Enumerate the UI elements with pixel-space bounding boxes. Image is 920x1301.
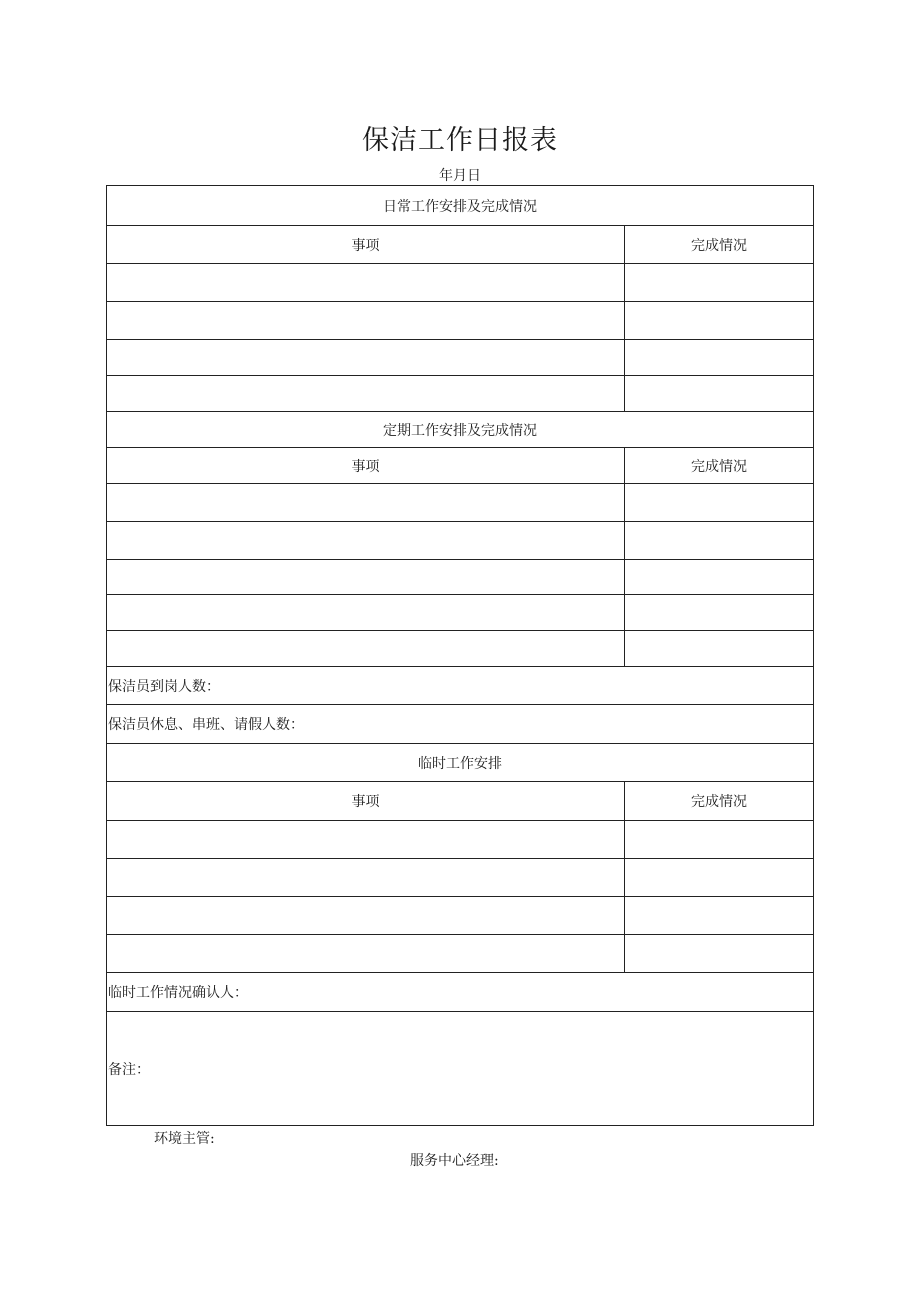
periodic-item-cell[interactable]: [107, 560, 625, 594]
temporary-status-cell[interactable]: [625, 897, 813, 934]
temporary-column-header-row: [107, 781, 813, 820]
staff-on-duty-row: [107, 666, 813, 704]
temporary-item-cell[interactable]: [107, 821, 625, 858]
temporary-table-row: [107, 896, 813, 934]
service-manager-label: 服务中心经理:: [410, 1153, 499, 1169]
temporary-status-cell[interactable]: [625, 821, 813, 858]
periodic-item-cell[interactable]: [107, 631, 625, 666]
daily-table-row: [107, 375, 813, 411]
daily-table-row: [107, 263, 813, 301]
daily-col-item: 事项: [107, 226, 625, 263]
form-title: 保洁工作日报表: [362, 125, 558, 156]
staff-off-duty-label[interactable]: 保洁员休息、串班、请假人数：: [108, 717, 304, 733]
daily-table-row: [107, 339, 813, 375]
periodic-status-cell[interactable]: [625, 631, 813, 666]
periodic-item-cell[interactable]: [107, 522, 625, 559]
temporary-status-cell[interactable]: [625, 935, 813, 972]
date-label: 年月日: [439, 168, 481, 184]
daily-col-status: 完成情况: [691, 237, 747, 254]
daily-status-cell[interactable]: [625, 302, 813, 339]
temporary-section-heading: 临时工作安排: [418, 755, 502, 772]
temporary-item-cell[interactable]: [107, 935, 625, 972]
periodic-status-cell[interactable]: [625, 522, 813, 559]
temporary-table-row: [107, 858, 813, 896]
periodic-column-header-row: [107, 447, 813, 483]
temporary-confirm-row: [107, 972, 813, 1011]
temporary-col-status: 完成情况: [691, 794, 747, 810]
daily-item-cell[interactable]: [107, 340, 625, 375]
periodic-item-cell[interactable]: [107, 595, 625, 630]
temporary-section-header-row: [107, 743, 813, 781]
daily-status-cell[interactable]: [625, 264, 813, 301]
periodic-status-cell[interactable]: [625, 595, 813, 630]
temporary-table-row: [107, 820, 813, 858]
periodic-col-item: 事项: [107, 448, 625, 483]
periodic-section-heading: 定期工作安排及完成情况: [383, 422, 537, 439]
daily-item-cell[interactable]: [107, 376, 625, 411]
periodic-status-cell[interactable]: [625, 560, 813, 594]
daily-section-header-row: [107, 186, 813, 225]
env-supervisor-label: 环境主管:: [154, 1131, 215, 1147]
daily-status-cell[interactable]: [625, 376, 813, 411]
periodic-table-row: [107, 521, 813, 559]
remarks-row: [107, 1011, 813, 1125]
daily-section-heading: 日常工作安排及完成情况: [383, 198, 537, 215]
periodic-section-header-row: [107, 411, 813, 447]
periodic-table-row: [107, 630, 813, 666]
daily-status-cell[interactable]: [625, 340, 813, 375]
periodic-table-row: [107, 594, 813, 630]
temporary-confirm-label[interactable]: 临时工作情况确认人：: [108, 985, 248, 1001]
temporary-item-cell[interactable]: [107, 859, 625, 896]
periodic-table-row: [107, 559, 813, 594]
temporary-item-cell[interactable]: [107, 897, 625, 934]
periodic-status-cell[interactable]: [625, 484, 813, 521]
daily-report-form: [106, 185, 814, 1126]
staff-off-duty-row: [107, 704, 813, 743]
daily-table-row: [107, 301, 813, 339]
periodic-table-row: [107, 483, 813, 521]
temporary-status-cell[interactable]: [625, 859, 813, 896]
daily-column-header-row: [107, 225, 813, 263]
daily-item-cell[interactable]: [107, 302, 625, 339]
periodic-col-status: 完成情况: [691, 458, 747, 475]
periodic-item-cell[interactable]: [107, 484, 625, 521]
daily-item-cell[interactable]: [107, 264, 625, 301]
temporary-table-row: [107, 934, 813, 972]
staff-on-duty-label[interactable]: 保洁员到岗人数：: [108, 678, 220, 695]
remarks-label[interactable]: 备注：: [108, 1061, 150, 1078]
temporary-col-item: 事项: [107, 782, 625, 820]
